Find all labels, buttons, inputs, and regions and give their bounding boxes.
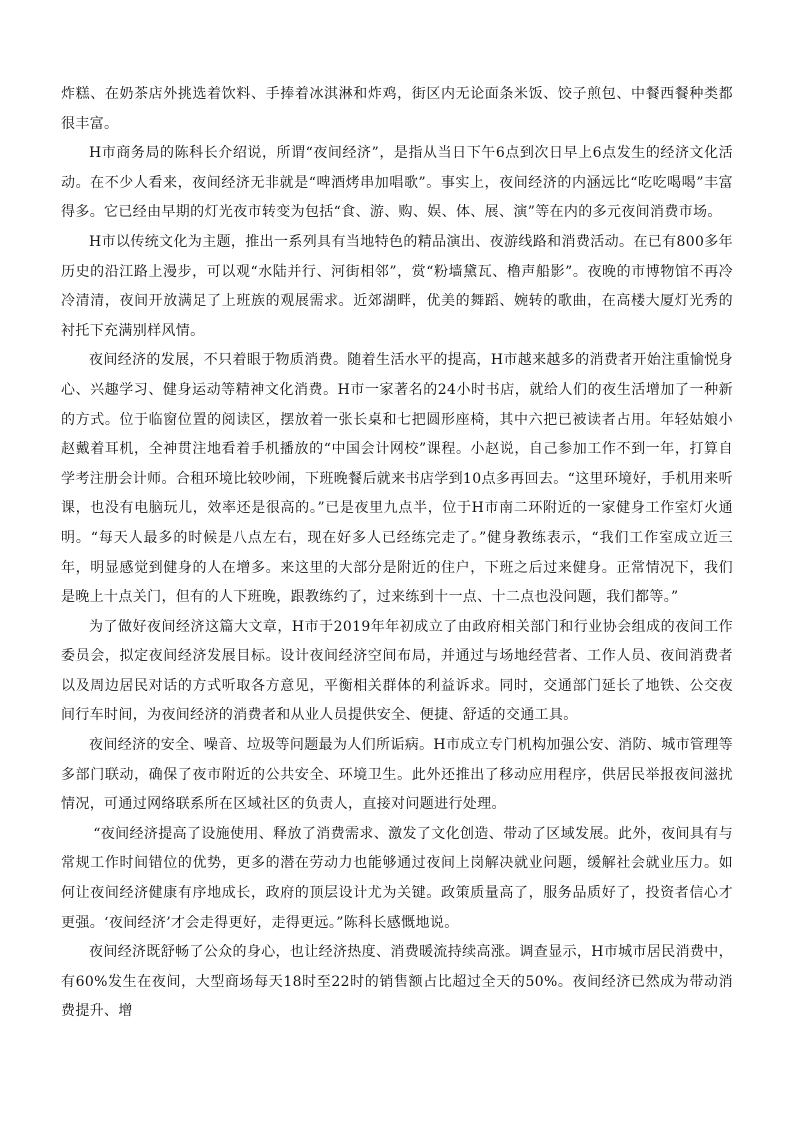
paragraph-7: “夜间经济提高了设施使用、释放了消费需求、激发了文化创造、带动了区域发展。此外，夜间具有与常规工作时间错位的优势，更多的潜在劳动力也能够通过夜间上岗解决就业问题，缓解社会就业压力。如何让夜间经济健康有序地成长，政府的顶层设计尤为关键。政策质量高了，服务品质好了，投资者信心才更强。‘夜间经济’才会走得更好，走得更远。”陈科长感慨地说。 bbox=[61, 825, 733, 931]
paragraph-6: 夜间经济的安全、噪音、垃圾等问题最为人们所诟病。H市成立专门机构加强公安、消防、城市管理等多部门联动，确保了夜市附近的公共安全、环境卫生。此外还推出了移动应用程序，供居民举报夜间滋扰情况，可通过网络联系所在区域社区的负责人，直接对问题进行处理。 bbox=[61, 737, 733, 813]
paragraph-1: 炸糕、在奶茶店外挑选着饮料、手捧着冰淇淋和炸鸡，街区内无论面条米饭、饺子煎包、中餐西餐种类都很丰富。 bbox=[61, 86, 733, 132]
paragraph-8: 夜间经济既舒畅了公众的身心，也让经济热度、消费暖流持续高涨。调查显示，H市城市居民消费中，有60%发生在夜间，大型商场每天18时至22时的销售额占比超过全天的50%。夜间经济已然成为带动消费提升、增 bbox=[61, 944, 733, 1020]
paragraph-4: 夜间经济的发展，不只着眼于物质消费。随着生活水平的提高，H市越来越多的消费者开始注重愉悦身心、兴趣学习、健身运动等精神文化消费。H市一家著名的24小时书店，就给人们的夜生活增加了一种新的方式。位于临窗位置的阅读区，摆放着一张长桌和七把圆形座椅，其中六把已被读者占用。年轻姑娘小赵戴着耳机，全神贯注地看着手机播放的“中国会计网校”课程。小赵说，自己参加工作不到一年，打算自学考注册会计师。合租环境比较吵闹，下班晚餐后就来书店学到10点多再回去。“这里环境好，手机用来听课，也没有电脑玩儿，效率还是很高的。”已是夜里九点半，位于H市南二环附近的一家健身工作室灯火通明。“每天人最多的时候是八点左右，现在好多人已经练完走了。”健身教练表示，“我们工作室成立近三年，明显感觉到健身的人在增多。来这里的大部分是附近的住户，下班之后过来健身。正常情况下，我们是晚上十点关门，但有的人下班晚，跟教练约了，过来练到十一点、十二点也没问题，我们都等。” bbox=[61, 352, 733, 606]
paragraph-5: 为了做好夜间经济这篇大文章，H市于2019年年初成立了由政府相关部门和行业协会组成的夜间工作委员会，拟定夜间经济发展目标。设计夜间经济空间布局，并通过与场地经营者、工作人员、夜间消费者以及周边居民对话的方式听取各方意见，平衡相关群体的利益诉求。同时，交通部门延长了地铁、公交夜间行车时间，为夜间经济的消费者和从业人员提供安全、便捷、舒适的交通工具。 bbox=[61, 618, 733, 724]
paragraph-3: H市以传统文化为主题，推出一系列具有当地特色的精品演出、夜游线路和消费活动。在已有800多年历史的沿江路上漫步，可以观“水陆并行、河街相邻”，赏“粉墙黛瓦、橹声船影”。夜晚的市博物馆不再冷冷清清，夜间开放满足了上班族的观展需求。近郊湖畔，优美的舞蹈、婉转的歌曲，在高楼大厦灯光秀的衬托下充满别样风情。 bbox=[61, 233, 733, 339]
paragraph-2: H市商务局的陈科长介绍说，所谓“夜间经济”，是指从当日下午6点到次日早上6点发生的经济文化活动。在不少人看来，夜间经济无非就是“啤酒烤串加唱歌”。事实上，夜间经济的内涵远比“吃吃喝喝”丰富得多。它已经由早期的灯光夜市转变为包括“食、游、购、娱、体、展、演”等在内的多元夜间消费市场。 bbox=[61, 145, 733, 221]
